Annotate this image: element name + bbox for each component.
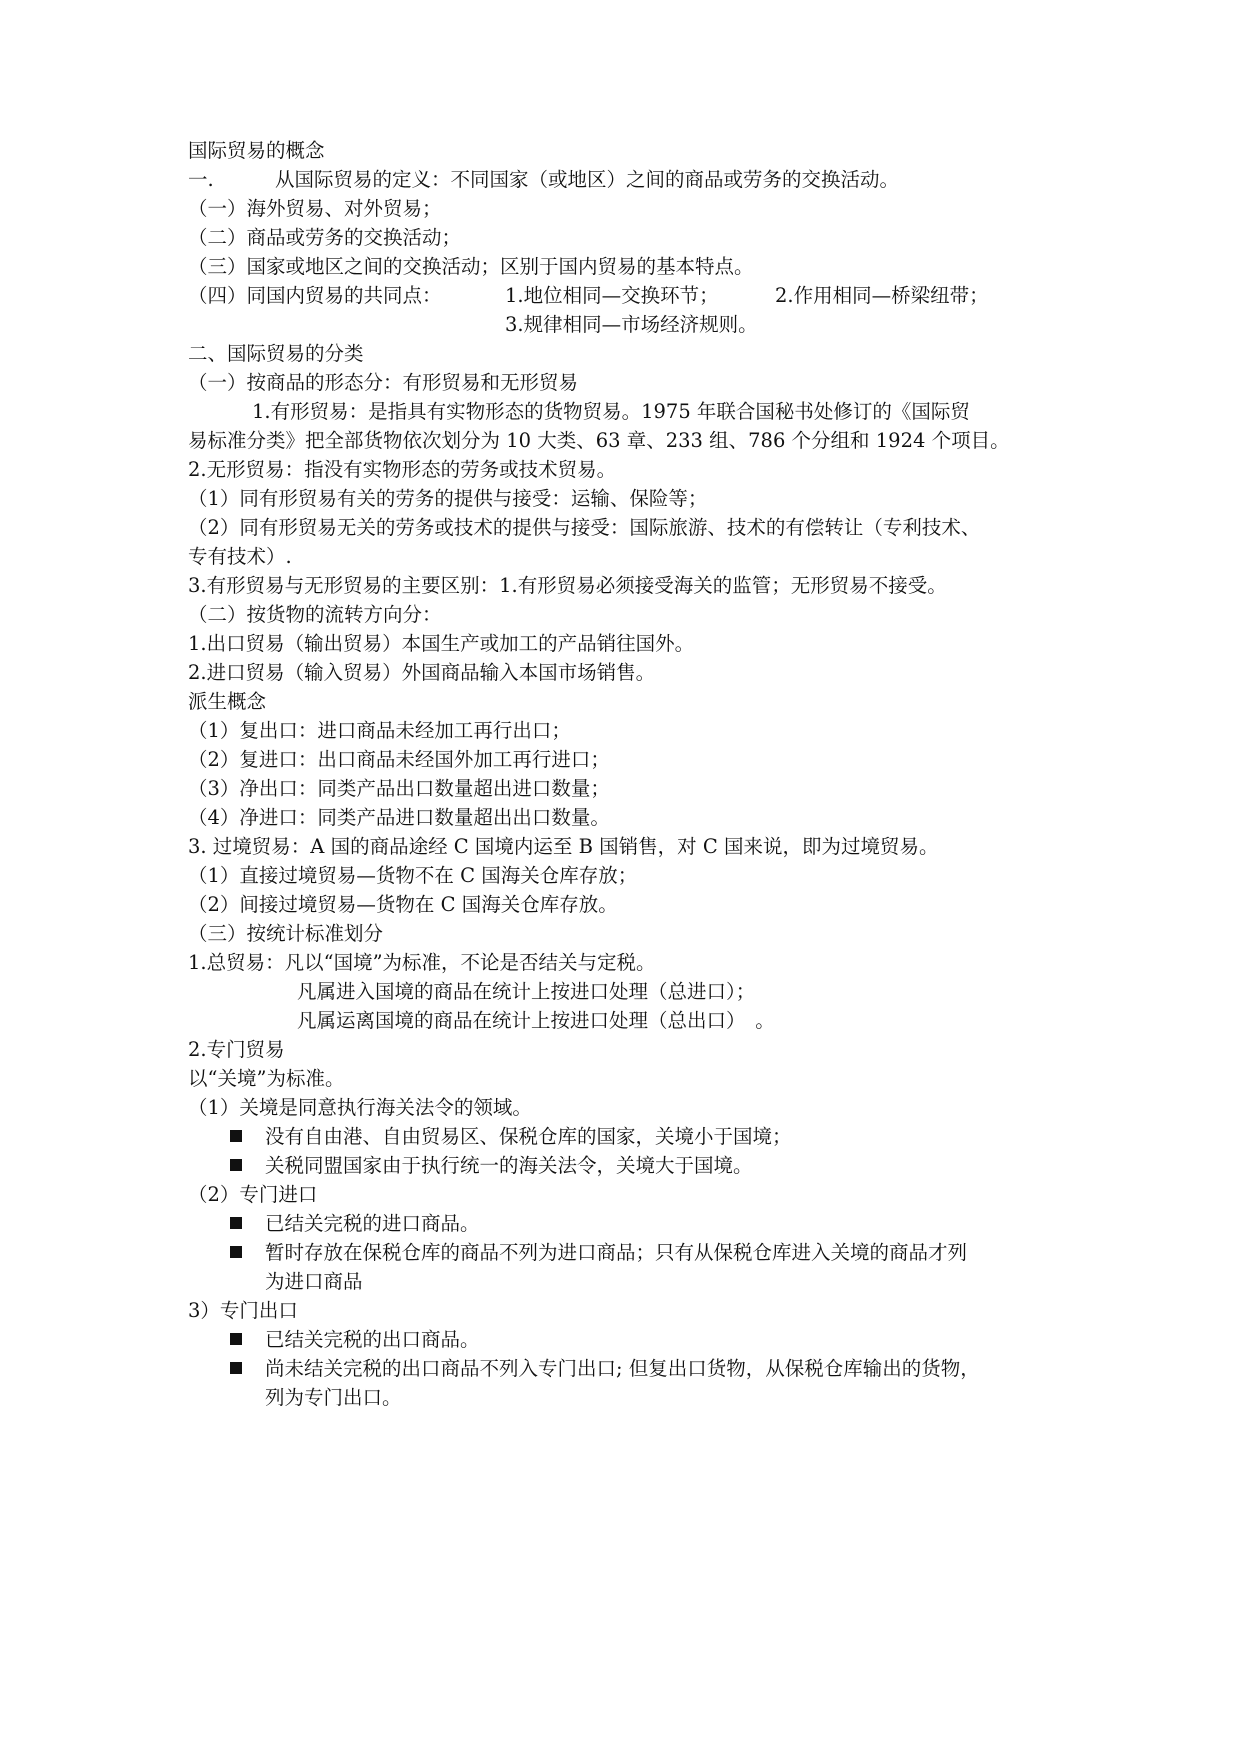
b3-item-2-2: （2）专门进口 bbox=[188, 1183, 318, 1206]
b1-item-2-1: （1）同有形贸易有关的劳务的提供与接受：运输、保险等； bbox=[188, 487, 708, 510]
derived-item-1: （1）复出口：进口商品未经加工再行出口； bbox=[188, 719, 571, 742]
bullet-text-1: 没有自由港、自由贸易区、保税仓库的国家，关境小于国境； bbox=[265, 1125, 792, 1148]
bullet-text-6b: 列为专门出口。 bbox=[265, 1386, 402, 1409]
line-a4-point-3: 3.规律相同—市场经济规则。 bbox=[505, 313, 758, 336]
bullet-square-icon bbox=[230, 1327, 242, 1353]
b2-item-3-2: （2）间接过境贸易—货物在 C 国海关仓库存放。 bbox=[188, 893, 618, 916]
bullet-text-6a: 尚未结关完税的出口商品不列入专门出口; 但复出口货物，从保税仓库输出的货物， bbox=[265, 1357, 980, 1380]
b3-item-2-1: （1）关境是同意执行海关法令的领域。 bbox=[188, 1096, 532, 1119]
line-a4-point-1: 1.地位相同—交换环节； bbox=[505, 284, 719, 307]
subsection-b3: （三）按统计标准划分 bbox=[188, 922, 384, 945]
bullet-text-2: 关税同盟国家由于执行统一的海关法令，关境大于国境。 bbox=[265, 1154, 753, 1177]
bullet-square-icon bbox=[230, 1211, 242, 1237]
b1-item-2: 2.无形贸易：指没有实物形态的劳务或技术贸易。 bbox=[188, 458, 617, 481]
b2-item-3: 3. 过境贸易：A 国的商品途经 C 国境内运至 B 国销售，对 C 国来说，即为过境贸易。 bbox=[188, 835, 939, 858]
b2-item-1: 1.出口贸易（输出贸易）本国生产或加工的产品销往国外。 bbox=[188, 632, 695, 655]
b2-item-2: 2.进口贸易（输入贸易）外国商品输入本国市场销售。 bbox=[188, 661, 656, 684]
b1-item-2-2a: （2）同有形贸易无关的劳务或技术的提供与接受：国际旅游、技术的有偿转让（专利技术、 bbox=[188, 516, 981, 539]
derived-item-4: （4）净进口：同类产品进口数量超出出口数量。 bbox=[188, 806, 610, 829]
b1-item-3: 3.有形贸易与无形贸易的主要区别：1.有形贸易必须接受海关的监管；无形贸易不接受。 bbox=[188, 574, 947, 597]
bullet-square-icon bbox=[230, 1153, 242, 1179]
line-a2: （二）商品或劳务的交换活动； bbox=[188, 226, 462, 249]
bullet-square-icon bbox=[230, 1240, 242, 1266]
bullet-square-icon bbox=[230, 1124, 242, 1150]
doc-title: 国际贸易的概念 bbox=[188, 139, 325, 162]
section-1-number: 一. bbox=[188, 168, 214, 191]
line-a3: （三）国家或地区之间的交换活动；区别于国内贸易的基本特点。 bbox=[188, 255, 754, 278]
bullet-text-5: 已结关完税的出口商品。 bbox=[265, 1328, 480, 1351]
bullet-text-4a: 暂时存放在保税仓库的商品不列为进口商品；只有从保税仓库进入关境的商品才列 bbox=[265, 1241, 968, 1264]
derived-item-2: （2）复进口：出口商品未经国外加工再行进口； bbox=[188, 748, 610, 771]
derived-concepts-heading: 派生概念 bbox=[188, 690, 267, 713]
subsection-b2: （二）按货物的流转方向分： bbox=[188, 603, 442, 626]
b3-item-2: 2.专门贸易 bbox=[188, 1038, 285, 1061]
line-a4-head: （四）同国内贸易的共同点： bbox=[188, 284, 442, 307]
b3-item-1b: 凡属运离国境的商品在统计上按进口处理（总出口） 。 bbox=[297, 1009, 775, 1032]
b1-item-1a: 1.有形贸易：是指具有实物形态的货物贸易。1975 年联合国秘书处修订的《国际贸 bbox=[252, 400, 970, 423]
b1-item-1b: 易标准分类》把全部货物依次划分为 10 大类、63 章、233 组、786 个分组和 1924 个项目。 bbox=[188, 429, 1010, 452]
section-1-text: 从国际贸易的定义：不同国家（或地区）之间的商品或劳务的交换活动。 bbox=[275, 168, 900, 191]
line-a1: （一）海外贸易、对外贸易； bbox=[188, 197, 442, 220]
bullet-square-icon bbox=[230, 1356, 242, 1382]
b1-item-2-2b: 专有技术）. bbox=[188, 545, 292, 568]
subsection-b1: （一）按商品的形态分：有形贸易和无形贸易 bbox=[188, 371, 579, 394]
bullet-text-3: 已结关完税的进口商品。 bbox=[265, 1212, 480, 1235]
bullet-text-4b: 为进口商品 bbox=[265, 1270, 363, 1293]
b3-item-1a: 凡属进入国境的商品在统计上按进口处理（总进口）； bbox=[297, 980, 756, 1003]
b3-item-2-3: 3）专门出口 bbox=[188, 1299, 298, 1322]
b3-item-1: 1.总贸易：凡以“国境”为标准，不论是否结关与定税。 bbox=[188, 951, 656, 974]
b2-item-3-1: （1）直接过境贸易—货物不在 C 国海关仓库存放； bbox=[188, 864, 638, 887]
section-2-heading: 二、国际贸易的分类 bbox=[188, 342, 364, 365]
line-a4-point-2: 2.作用相同—桥梁纽带； bbox=[775, 284, 989, 307]
derived-item-3: （3）净出口：同类产品出口数量超出进口数量； bbox=[188, 777, 610, 800]
b3-item-2-standard: 以“关境”为标准。 bbox=[188, 1067, 345, 1090]
